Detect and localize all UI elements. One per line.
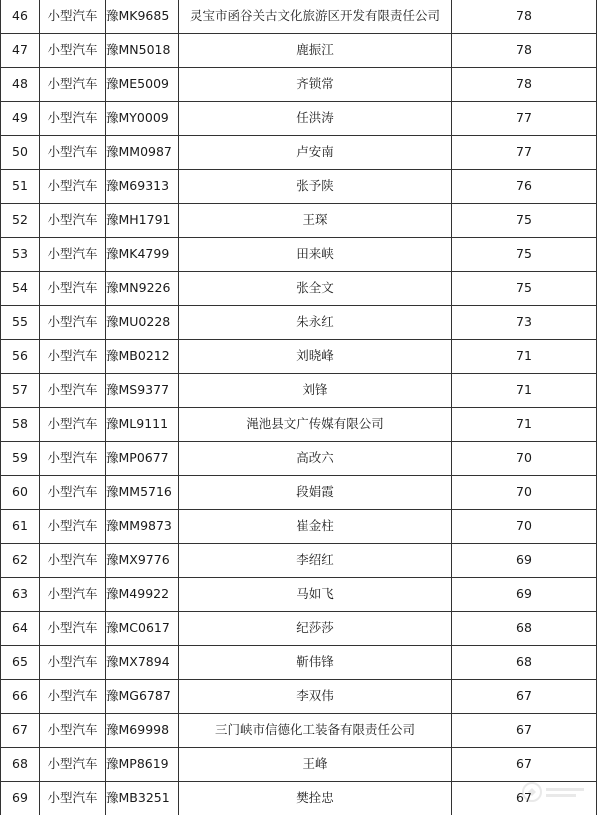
table-row bbox=[1, 544, 597, 578]
owner-name-cell: 三门峡市信德化工装备有限责任公司 bbox=[179, 714, 452, 748]
owner-name-cell: 崔金柱 bbox=[179, 510, 452, 544]
vehicle-type-cell: 小型汽车 bbox=[40, 102, 106, 136]
vehicle-type-cell: 小型汽车 bbox=[40, 170, 106, 204]
vehicle-type-cell: 小型汽车 bbox=[40, 272, 106, 306]
row-number-cell: 58 bbox=[1, 408, 40, 442]
row-number-cell: 49 bbox=[1, 102, 40, 136]
table-row bbox=[1, 68, 597, 102]
vehicle-type-cell: 小型汽车 bbox=[40, 68, 106, 102]
table-row bbox=[1, 510, 597, 544]
owner-name-cell: 刘晓峰 bbox=[179, 340, 452, 374]
points-cell: 78 bbox=[452, 0, 597, 34]
points-cell: 70 bbox=[452, 442, 597, 476]
row-number-cell: 66 bbox=[1, 680, 40, 714]
table-row bbox=[1, 612, 597, 646]
row-number-cell: 60 bbox=[1, 476, 40, 510]
points-cell: 76 bbox=[452, 170, 597, 204]
points-cell: 69 bbox=[452, 544, 597, 578]
plate-number-cell: 豫M49922 bbox=[106, 578, 179, 612]
vehicle-type-cell: 小型汽车 bbox=[40, 680, 106, 714]
plate-number-cell: 豫MM5716 bbox=[106, 476, 179, 510]
points-cell: 67 bbox=[452, 748, 597, 782]
row-number-cell: 67 bbox=[1, 714, 40, 748]
vehicle-type-cell: 小型汽车 bbox=[40, 646, 106, 680]
plate-number-cell: 豫MH1791 bbox=[106, 204, 179, 238]
table-row bbox=[1, 748, 597, 782]
table-row bbox=[1, 476, 597, 510]
owner-name-cell: 王峰 bbox=[179, 748, 452, 782]
vehicle-type-cell: 小型汽车 bbox=[40, 510, 106, 544]
vehicle-type-cell: 小型汽车 bbox=[40, 782, 106, 815]
plate-number-cell: 豫MU0228 bbox=[106, 306, 179, 340]
table-row bbox=[1, 578, 597, 612]
plate-number-cell: 豫M69313 bbox=[106, 170, 179, 204]
plate-number-cell: 豫MB3251 bbox=[106, 782, 179, 815]
owner-name-cell: 田来峡 bbox=[179, 238, 452, 272]
vehicle-type-cell: 小型汽车 bbox=[40, 748, 106, 782]
points-cell: 71 bbox=[452, 408, 597, 442]
points-cell: 71 bbox=[452, 340, 597, 374]
table-row bbox=[1, 34, 597, 68]
owner-name-cell: 王琛 bbox=[179, 204, 452, 238]
points-cell: 75 bbox=[452, 238, 597, 272]
table-row bbox=[1, 680, 597, 714]
row-number-cell: 68 bbox=[1, 748, 40, 782]
vehicle-type-cell: 小型汽车 bbox=[40, 476, 106, 510]
points-cell: 67 bbox=[452, 782, 597, 815]
owner-name-cell: 齐锁常 bbox=[179, 68, 452, 102]
owner-name-cell: 任洪涛 bbox=[179, 102, 452, 136]
points-cell: 75 bbox=[452, 204, 597, 238]
vehicle-type-cell: 小型汽车 bbox=[40, 612, 106, 646]
plate-number-cell: 豫ML9111 bbox=[106, 408, 179, 442]
table-row bbox=[1, 102, 597, 136]
points-cell: 70 bbox=[452, 476, 597, 510]
owner-name-cell: 高改六 bbox=[179, 442, 452, 476]
owner-name-cell: 张予陕 bbox=[179, 170, 452, 204]
plate-number-cell: 豫MN9226 bbox=[106, 272, 179, 306]
row-number-cell: 47 bbox=[1, 34, 40, 68]
vehicle-type-cell: 小型汽车 bbox=[40, 238, 106, 272]
plate-number-cell: 豫MG6787 bbox=[106, 680, 179, 714]
points-cell: 68 bbox=[452, 612, 597, 646]
owner-name-cell: 李绍红 bbox=[179, 544, 452, 578]
table-row bbox=[1, 238, 597, 272]
owner-name-cell: 纪莎莎 bbox=[179, 612, 452, 646]
owner-name-cell: 张全文 bbox=[179, 272, 452, 306]
owner-name-cell: 卢安南 bbox=[179, 136, 452, 170]
table-row bbox=[1, 408, 597, 442]
table-row bbox=[1, 374, 597, 408]
points-cell: 67 bbox=[452, 714, 597, 748]
table-row bbox=[1, 646, 597, 680]
points-cell: 71 bbox=[452, 374, 597, 408]
table-row bbox=[1, 340, 597, 374]
owner-name-cell: 渑池县文广传媒有限公司 bbox=[179, 408, 452, 442]
plate-number-cell: 豫MK4799 bbox=[106, 238, 179, 272]
owner-name-cell: 段娟霞 bbox=[179, 476, 452, 510]
vehicle-type-cell: 小型汽车 bbox=[40, 340, 106, 374]
plate-number-cell: 豫M69998 bbox=[106, 714, 179, 748]
table-row bbox=[1, 0, 597, 34]
row-number-cell: 48 bbox=[1, 68, 40, 102]
watermark-logo-icon bbox=[520, 779, 590, 805]
vehicle-type-cell: 小型汽车 bbox=[40, 136, 106, 170]
row-number-cell: 51 bbox=[1, 170, 40, 204]
plate-number-cell: 豫ME5009 bbox=[106, 68, 179, 102]
table-row bbox=[1, 306, 597, 340]
table-row bbox=[1, 782, 597, 815]
plate-number-cell: 豫MX9776 bbox=[106, 544, 179, 578]
row-number-cell: 69 bbox=[1, 782, 40, 815]
vehicle-type-cell: 小型汽车 bbox=[40, 306, 106, 340]
plate-number-cell: 豫MS9377 bbox=[106, 374, 179, 408]
table-row bbox=[1, 136, 597, 170]
owner-name-cell: 朱永红 bbox=[179, 306, 452, 340]
owner-name-cell: 鹿振江 bbox=[179, 34, 452, 68]
plate-number-cell: 豫MP8619 bbox=[106, 748, 179, 782]
row-number-cell: 55 bbox=[1, 306, 40, 340]
points-cell: 78 bbox=[452, 68, 597, 102]
row-number-cell: 56 bbox=[1, 340, 40, 374]
row-number-cell: 46 bbox=[1, 0, 40, 34]
vehicle-type-cell: 小型汽车 bbox=[40, 204, 106, 238]
owner-name-cell: 马如飞 bbox=[179, 578, 452, 612]
owner-name-cell: 李双伟 bbox=[179, 680, 452, 714]
points-cell: 78 bbox=[452, 34, 597, 68]
points-cell: 68 bbox=[452, 646, 597, 680]
owner-name-cell: 刘锋 bbox=[179, 374, 452, 408]
points-cell: 75 bbox=[452, 272, 597, 306]
row-number-cell: 61 bbox=[1, 510, 40, 544]
table-row bbox=[1, 442, 597, 476]
points-cell: 67 bbox=[452, 680, 597, 714]
plate-number-cell: 豫MP0677 bbox=[106, 442, 179, 476]
row-number-cell: 54 bbox=[1, 272, 40, 306]
plate-number-cell: 豫MN5018 bbox=[106, 34, 179, 68]
row-number-cell: 52 bbox=[1, 204, 40, 238]
points-cell: 77 bbox=[452, 136, 597, 170]
owner-name-cell: 樊拴忠 bbox=[179, 782, 452, 815]
vehicle-type-cell: 小型汽车 bbox=[40, 34, 106, 68]
row-number-cell: 65 bbox=[1, 646, 40, 680]
points-cell: 69 bbox=[452, 578, 597, 612]
vehicle-type-cell: 小型汽车 bbox=[40, 374, 106, 408]
row-number-cell: 50 bbox=[1, 136, 40, 170]
vehicle-type-cell: 小型汽车 bbox=[40, 578, 106, 612]
plate-number-cell: 豫MC0617 bbox=[106, 612, 179, 646]
owner-name-cell: 灵宝市函谷关古文化旅游区开发有限责任公司 bbox=[179, 0, 452, 34]
plate-number-cell: 豫MX7894 bbox=[106, 646, 179, 680]
vehicle-type-cell: 小型汽车 bbox=[40, 0, 106, 34]
row-number-cell: 57 bbox=[1, 374, 40, 408]
points-cell: 70 bbox=[452, 510, 597, 544]
points-cell: 77 bbox=[452, 102, 597, 136]
plate-number-cell: 豫MK9685 bbox=[106, 0, 179, 34]
row-number-cell: 63 bbox=[1, 578, 40, 612]
table-body bbox=[1, 0, 597, 815]
row-number-cell: 53 bbox=[1, 238, 40, 272]
table-row bbox=[1, 170, 597, 204]
plate-number-cell: 豫MM0987 bbox=[106, 136, 179, 170]
table-row bbox=[1, 272, 597, 306]
points-cell: 73 bbox=[452, 306, 597, 340]
table-row bbox=[1, 204, 597, 238]
row-number-cell: 64 bbox=[1, 612, 40, 646]
row-number-cell: 62 bbox=[1, 544, 40, 578]
plate-number-cell: 豫MM9873 bbox=[106, 510, 179, 544]
vehicle-type-cell: 小型汽车 bbox=[40, 714, 106, 748]
vehicle-type-cell: 小型汽车 bbox=[40, 408, 106, 442]
vehicle-type-cell: 小型汽车 bbox=[40, 442, 106, 476]
owner-name-cell: 靳伟锋 bbox=[179, 646, 452, 680]
table-row bbox=[1, 714, 597, 748]
row-number-cell: 59 bbox=[1, 442, 40, 476]
plate-number-cell: 豫MY0009 bbox=[106, 102, 179, 136]
vehicle-type-cell: 小型汽车 bbox=[40, 544, 106, 578]
plate-number-cell: 豫MB0212 bbox=[106, 340, 179, 374]
